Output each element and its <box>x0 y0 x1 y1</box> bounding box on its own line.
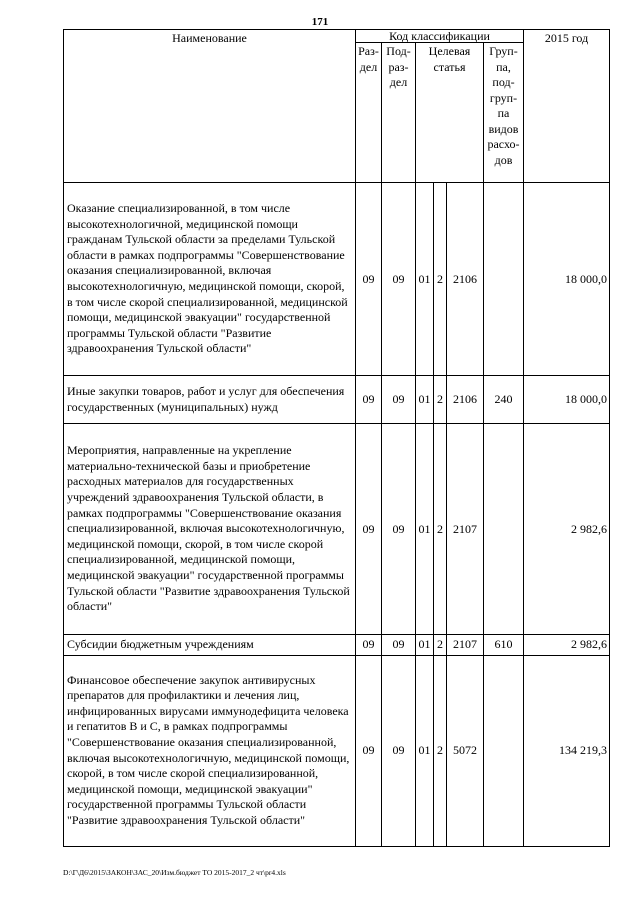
row-podrazdel: 09 <box>382 424 416 635</box>
page-number: 171 <box>311 16 329 28</box>
row-podrazdel: 09 <box>382 376 416 424</box>
row-name: Субсидии бюджетным учреждениям <box>64 635 356 656</box>
header-code: Код классификации <box>356 30 524 43</box>
row-cs3: 2106 <box>447 183 484 376</box>
row-cs3: 2106 <box>447 376 484 424</box>
row-razdel: 09 <box>356 183 382 376</box>
row-razdel: 09 <box>356 635 382 656</box>
row-amount: 2 982,6 <box>524 424 610 635</box>
row-podrazdel: 09 <box>382 635 416 656</box>
row-vr <box>484 424 524 635</box>
row-cs3: 2107 <box>447 635 484 656</box>
row-podrazdel: 09 <box>382 655 416 846</box>
table-row <box>64 655 610 846</box>
header-year: 2015 год <box>524 30 610 183</box>
row-razdel: 09 <box>356 424 382 635</box>
row-cs2: 2 <box>434 655 447 846</box>
row-cs1: 01 <box>416 183 434 376</box>
header-razdel: Раз- дел <box>356 43 382 183</box>
row-vr: 240 <box>484 376 524 424</box>
row-cs2: 2 <box>434 424 447 635</box>
row-amount: 134 219,3 <box>524 655 610 846</box>
row-amount: 18 000,0 <box>524 183 610 376</box>
table-row <box>64 183 610 376</box>
row-cs3: 2107 <box>447 424 484 635</box>
file-path-footer: D:\Г\Д6\2015\ЗАКОН\ЗАС_20\Изм.бюджет ТО 2015-2017_2 чт\pr4.xls <box>63 868 286 877</box>
row-cs2: 2 <box>434 183 447 376</box>
row-razdel: 09 <box>356 376 382 424</box>
header-podrazdel: Под- раз- дел <box>382 43 416 183</box>
table-row <box>64 424 610 635</box>
row-cs2: 2 <box>434 376 447 424</box>
header-gruppa: Груп- па, под- груп- па видов расхо- дов <box>484 43 524 183</box>
row-vr <box>484 183 524 376</box>
row-razdel: 09 <box>356 655 382 846</box>
row-cs1: 01 <box>416 635 434 656</box>
row-vr <box>484 655 524 846</box>
budget-table <box>63 29 610 847</box>
row-name: Финансовое обеспечение закупок антивирусных препаратов для профилактики и лечения лиц, инфицированных вирусами иммунодефицита человека и гепатитов В и С, в рамках подпрограммы "Совершенствование оказания специализированной, включая высокотехнологичную, медицинской помощи, скорой, в том числе скорой специализированной, медицинской помощи, медицинской эвакуации" государственной программы Тульской области "Развитие здравоохранения Тульской области" <box>64 655 356 846</box>
row-name: Иные закупки товаров, работ и услуг для обеспечения государственных (муниципальных) нужд <box>64 376 356 424</box>
row-cs1: 01 <box>416 376 434 424</box>
row-amount: 2 982,6 <box>524 635 610 656</box>
header-celevaya: Целевая статья <box>416 43 484 183</box>
row-cs1: 01 <box>416 655 434 846</box>
row-vr: 610 <box>484 635 524 656</box>
row-amount: 18 000,0 <box>524 376 610 424</box>
row-cs3: 5072 <box>447 655 484 846</box>
row-name: Мероприятия, направленные на укрепление материально-технической базы и приобретение расходных материалов для государственных учреждений здравоохранения Тульской области, в рамках подпрограммы "Совершенствование оказания специализированной, включая высокотехнологичную, медицинской помощи, скорой, в том числе скорой специализированной, медицинской помощи, медицинской эвакуации" государственной программы Тульской области "Развитие здравоохранения Тульской области" <box>64 424 356 635</box>
row-podrazdel: 09 <box>382 183 416 376</box>
row-name: Оказание специализированной, в том числе высокотехнологичной, медицинской помощи гражданам Тульской области за пределами Тульской области в рамках подпрограммы "Совершенствование оказания специализированной, включая высокотехнологичную, медицинской помощи, скорой, в том числе скорой специализированной, медицинской помощи, медицинской эвакуации" государственной программы Тульской области "Развитие здравоохранения Тульской области" <box>64 183 356 376</box>
row-cs2: 2 <box>434 635 447 656</box>
table-row <box>64 635 610 656</box>
row-cs1: 01 <box>416 424 434 635</box>
header-name: Наименование <box>64 30 356 183</box>
table-row <box>64 376 610 424</box>
